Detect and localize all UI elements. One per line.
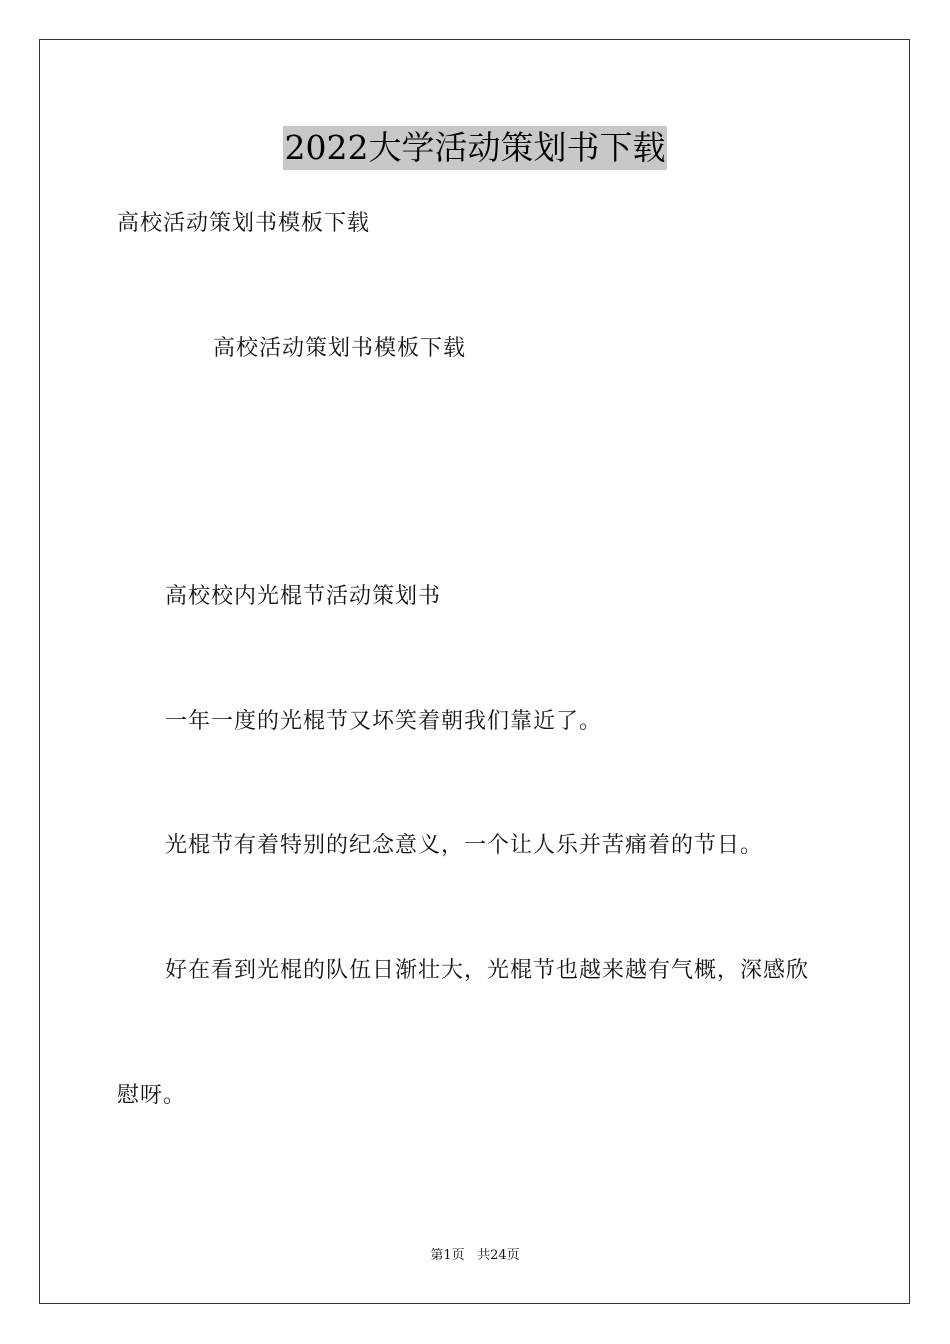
page-number: 第1页 (430, 1248, 465, 1263)
paragraph: 光棍节有着特别的纪念意义，一个让人乐并苦痛着的节日。 (165, 833, 764, 858)
title-container (0, 126, 950, 170)
document-subtitle-indented: 高校活动策划书模板下载 (213, 336, 467, 361)
paragraph-continuation: 慰呀。 (117, 1083, 187, 1108)
paragraph: 好在看到光棍的队伍日渐壮大，光棍节也越来越有气概，深感欣 (165, 958, 810, 983)
page-footer (0, 1247, 950, 1265)
paragraph: 一年一度的光棍节又坏笑着朝我们靠近了。 (165, 709, 603, 734)
page-total: 共24页 (477, 1248, 520, 1263)
document-subtitle: 高校活动策划书模板下载 (117, 211, 371, 236)
document-title: 2022大学活动策划书下载 (283, 126, 668, 170)
paragraph-heading: 高校校内光棍节活动策划书 (165, 584, 442, 609)
